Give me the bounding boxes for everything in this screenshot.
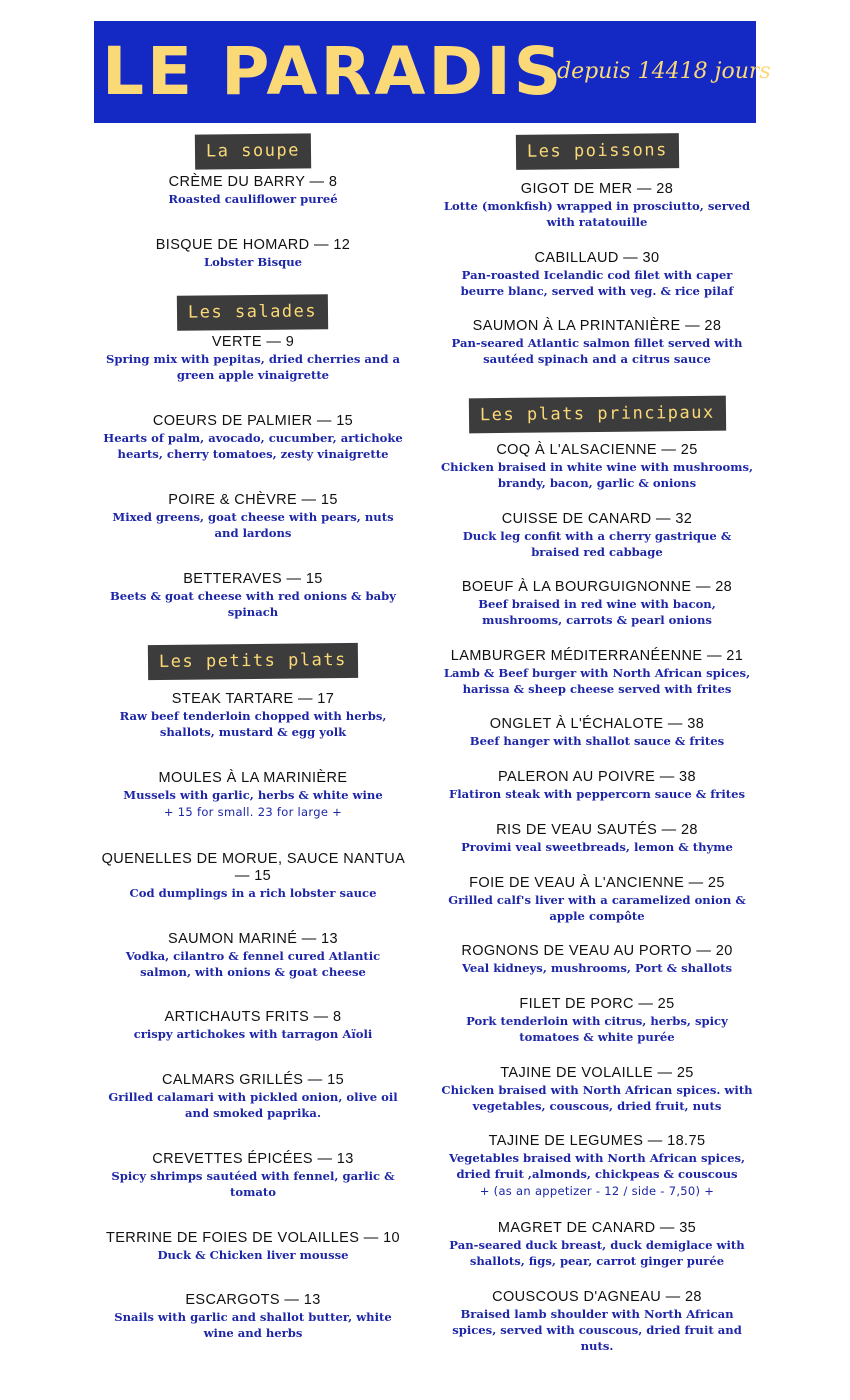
item-description: Raw beef tenderloin chopped with herbs, shallots, mustard & egg yolk xyxy=(119,709,387,739)
item-description: Veal kidneys, mushrooms, Port & shallots xyxy=(461,961,733,975)
item-description: Spicy shrimps sautéed with fennel, garlic & tomato xyxy=(111,1169,395,1199)
restaurant-name: LE PARADIS xyxy=(102,33,565,110)
item-name: RIS DE VEAU SAUTÉS xyxy=(496,822,658,838)
menu-header xyxy=(94,21,771,123)
item-description: crispy artichokes with tarragon Aïoli xyxy=(133,1027,373,1041)
item-description: Flatiron steak with peppercorn sauce & frites xyxy=(448,787,745,801)
menu-item xyxy=(100,1151,406,1200)
section-heading: Les poissons xyxy=(515,133,678,170)
item-description: Duck leg confit with a cherry gastrique & braised red cabbage xyxy=(462,529,732,559)
item-description: Lamb & Beef burger with North African spices, harissa & sheep cheese served with frites xyxy=(443,666,751,696)
item-note: + 15 for small. 23 for large + xyxy=(163,805,343,819)
item-price: — 38 xyxy=(659,769,696,785)
menu-item xyxy=(100,931,406,980)
item-description: Hearts of palm, avocado, cucumber, artichoke hearts, cherry tomatoes, zesty vinaigrette xyxy=(103,431,403,461)
item-name: STEAK TARTARE xyxy=(171,691,294,707)
restaurant-tagline: depuis 14418 jours xyxy=(557,59,771,84)
item-name: COEURS DE PALMIER xyxy=(152,413,313,429)
item-name: TAJINE DE LEGUMES xyxy=(488,1133,644,1149)
item-description: Vegetables braised with North African spices, dried fruit ,almonds, chickpeas & couscous xyxy=(448,1151,746,1181)
section-plats-principaux xyxy=(440,397,754,432)
section-heading: Les petits plats xyxy=(148,643,358,680)
item-price: — 25 xyxy=(638,996,675,1012)
menu-item xyxy=(440,716,754,749)
item-price: — 12 xyxy=(314,237,351,253)
menu-item xyxy=(100,1230,406,1263)
item-price: — 32 xyxy=(656,511,693,527)
item-price: — 20 xyxy=(696,943,733,959)
item-description: Pan-seared Atlantic salmon fillet served with sautéed spinach and a citrus sauce xyxy=(451,336,743,366)
item-name: MAGRET DE CANARD xyxy=(497,1220,656,1236)
item-description: Mixed greens, goat cheese with pears, nuts and lardons xyxy=(112,510,394,540)
menu-item xyxy=(100,770,406,820)
menu-item xyxy=(440,250,754,299)
section-poissons xyxy=(440,134,754,169)
menu-item xyxy=(440,511,754,560)
item-description: Grilled calf's liver with a caramelized onion & apple compôte xyxy=(448,893,746,923)
item-description: Pork tenderloin with citrus, herbs, spicy tomatoes & white purée xyxy=(466,1014,728,1044)
item-description: Beef braised in red wine with bacon, mushrooms, carrots & pearl onions xyxy=(478,597,716,627)
item-price: — 15 xyxy=(286,571,323,587)
item-price: — 8 xyxy=(313,1009,342,1025)
item-name: QUENELLES DE MORUE, SAUCE NANTUA xyxy=(101,851,405,867)
item-name: CUISSE DE CANARD xyxy=(501,511,652,527)
section-heading: La soupe xyxy=(195,133,311,169)
item-description: Snails with garlic and shallot butter, white wine and herbs xyxy=(114,1310,392,1340)
item-name: TAJINE DE VOLAILLE xyxy=(500,1065,654,1081)
menu-item xyxy=(100,334,406,383)
menu-item xyxy=(100,492,406,541)
item-description: Braised lamb shoulder with North African spices, served with couscous, dried fruit and nuts. xyxy=(452,1307,742,1353)
item-name: ESCARGOTS xyxy=(185,1292,280,1308)
item-name: COUSCOUS D'AGNEAU xyxy=(492,1289,662,1305)
item-name: CREVETTES ÉPICÉES xyxy=(152,1151,313,1167)
item-name: SAUMON MARINÉ xyxy=(168,931,298,947)
item-price: — 10 xyxy=(363,1230,401,1246)
item-price: — 25 xyxy=(688,875,725,891)
menu-item xyxy=(100,691,406,740)
item-price: — 15 xyxy=(234,868,272,884)
item-price: — 30 xyxy=(623,250,660,266)
item-price: — 13 xyxy=(317,1151,354,1167)
item-description: Beef hanger with shallot sauce & frites xyxy=(469,734,725,748)
item-description: Chicken braised in white wine with mushrooms, brandy, bacon, garlic & onions xyxy=(440,460,754,490)
item-price: — 25 xyxy=(657,1065,694,1081)
item-name: FOIE DE VEAU À L'ANCIENNE xyxy=(469,875,685,891)
item-name: BOEUF À LA BOURGUIGNONNE xyxy=(461,579,692,595)
item-price: — 18.75 xyxy=(647,1133,706,1149)
item-description: Vodka, cilantro & fennel cured Atlantic salmon, with onions & goat cheese xyxy=(125,949,381,979)
menu-item xyxy=(100,413,406,462)
item-name: ARTICHAUTS FRITS xyxy=(164,1009,310,1025)
section-petits-plats xyxy=(100,644,406,679)
item-name: CABILLAUD xyxy=(534,250,619,266)
item-name: PALERON AU POIVRE xyxy=(498,769,656,785)
item-description: Lobster Bisque xyxy=(203,255,303,269)
item-price: — 13 xyxy=(301,931,338,947)
menu-item xyxy=(100,1009,406,1042)
item-name: ROGNONS DE VEAU AU PORTO xyxy=(461,943,692,959)
item-price: — 38 xyxy=(667,716,705,732)
item-price: — 15 xyxy=(316,413,354,429)
item-price: — 28 xyxy=(665,1289,702,1305)
item-description: Pan-seared duck breast, duck demiglace with shallots, figs, pear, carrot ginger purée xyxy=(449,1238,745,1268)
item-price: — 25 xyxy=(661,442,698,458)
item-description: Provimi veal sweetbreads, lemon & thyme xyxy=(461,840,733,854)
item-description: Beets & goat cheese with red onions & baby spinach xyxy=(110,589,396,619)
item-name: POIRE & CHÈVRE xyxy=(168,492,298,508)
menu-item xyxy=(100,237,406,270)
item-description: Duck & Chicken liver mousse xyxy=(157,1248,349,1262)
item-description: Chicken braised with North African spices. with vegetables, couscous, dried fruit, nuts xyxy=(441,1083,753,1113)
item-price: — 28 xyxy=(661,822,698,838)
section-salades xyxy=(100,295,406,330)
menu-item xyxy=(440,1065,754,1114)
item-description: Lotte (monkfish) wrapped in prosciutto, served with ratatouille xyxy=(443,199,751,229)
item-price: — 8 xyxy=(309,174,338,190)
item-name: TERRINE DE FOIES DE VOLAILLES xyxy=(105,1230,360,1246)
menu-item xyxy=(440,1220,754,1269)
menu-item xyxy=(440,996,754,1045)
menu-item xyxy=(100,1072,406,1121)
menu-item xyxy=(440,822,754,855)
item-price: — 28 xyxy=(685,318,722,334)
section-heading: Les plats principaux xyxy=(468,396,725,434)
menu-item xyxy=(100,851,406,901)
item-name: LAMBURGER MÉDITERRANÉENNE xyxy=(450,648,703,664)
menu-item xyxy=(100,174,406,207)
menu-item xyxy=(440,943,754,976)
item-description: Cod dumplings in a rich lobster sauce xyxy=(129,886,377,900)
item-description: Mussels with garlic, herbs & white wine xyxy=(123,788,383,802)
menu-item xyxy=(440,442,754,491)
menu-item xyxy=(440,875,754,924)
item-name: CRÈME DU BARRY xyxy=(168,174,306,190)
item-price: — 28 xyxy=(636,181,674,197)
item-name: SAUMON À LA PRINTANIÈRE xyxy=(472,318,681,334)
item-name: CALMARS GRILLÉS xyxy=(161,1072,304,1088)
item-name: GIGOT DE MER xyxy=(520,181,633,197)
menu-item xyxy=(440,769,754,802)
menu-item xyxy=(440,1289,754,1354)
item-name: BISQUE DE HOMARD xyxy=(155,237,310,253)
section-soupe xyxy=(100,134,406,169)
item-price: — 9 xyxy=(266,334,295,350)
item-name: ONGLET À L'ÉCHALOTE xyxy=(489,716,664,732)
item-price: — 15 xyxy=(307,1072,345,1088)
item-description: Grilled calamari with pickled onion, olive oil and smoked paprika. xyxy=(108,1090,398,1120)
item-price: — 35 xyxy=(659,1220,697,1236)
section-heading: Les salades xyxy=(177,294,328,331)
item-price: — 15 xyxy=(301,492,338,508)
menu-item xyxy=(440,318,754,367)
item-price: — 17 xyxy=(297,691,335,707)
item-name: COQ À L'ALSACIENNE xyxy=(496,442,657,458)
item-description: Spring mix with pepitas, dried cherries and a green apple vinaigrette xyxy=(105,352,400,382)
item-price: — 21 xyxy=(706,648,744,664)
item-name: FILET DE PORC xyxy=(519,996,634,1012)
menu-item xyxy=(440,648,754,697)
item-description: Pan-roasted Icelandic cod filet with caper beurre blanc, served with veg. & rice pilaf xyxy=(460,268,734,298)
menu-item xyxy=(440,1133,754,1199)
menu-item xyxy=(440,579,754,628)
item-name: VERTE xyxy=(211,334,262,350)
item-price: — 28 xyxy=(695,579,733,595)
menu-item xyxy=(440,181,754,230)
item-price: — 13 xyxy=(284,1292,321,1308)
item-description: Roasted cauliflower pureé xyxy=(168,192,338,206)
item-name: MOULES À LA MARINIÈRE xyxy=(158,770,348,786)
item-name: BETTERAVES xyxy=(183,571,283,587)
menu-item xyxy=(100,571,406,620)
menu-item xyxy=(100,1292,406,1341)
item-note: + (as an appetizer - 12 / side - 7,50) + xyxy=(479,1184,715,1198)
